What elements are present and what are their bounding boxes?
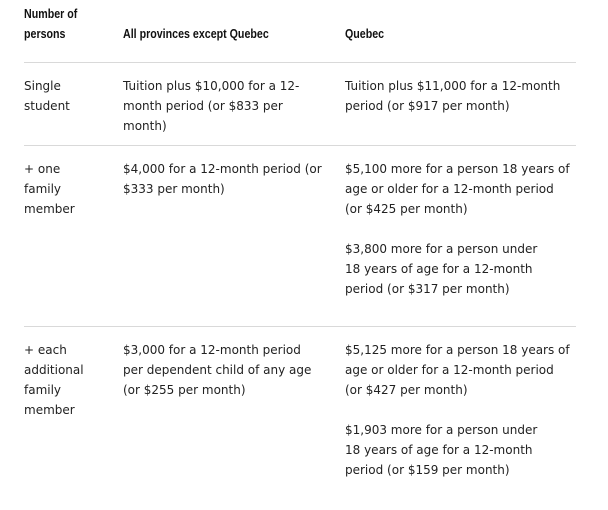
other-provinces-cell — [123, 76, 323, 136]
text-line: student — [24, 99, 70, 113]
table-header — [24, 0, 576, 63]
text-line: $1,903 more for a person under — [345, 423, 538, 437]
header-all-provinces: All provinces except Quebec — [123, 26, 269, 41]
quebec-paragraph — [345, 239, 576, 299]
text-line: month period (or $833 per — [123, 99, 283, 113]
text-line: age or older for a 12-month period — [345, 363, 554, 377]
text-line: additional — [24, 363, 84, 377]
table-row — [24, 63, 576, 146]
text-line: family — [24, 383, 62, 397]
quebec-cell — [345, 340, 576, 480]
text-line: (or $425 per month) — [345, 202, 468, 216]
funds-table — [24, 0, 576, 509]
text-line: period (or $317 per month) — [345, 282, 510, 296]
text-line: 18 years of age for a 12-month — [345, 262, 533, 276]
quebec-paragraph — [345, 76, 576, 116]
text-line: month) — [123, 119, 167, 133]
text-line: per dependent child of any age — [123, 363, 312, 377]
quebec-paragraph — [345, 420, 576, 480]
text-line: (or $427 per month) — [345, 383, 468, 397]
text-line: age or older for a 12-month period — [345, 182, 554, 196]
text-line: period (or $917 per month) — [345, 99, 510, 113]
text-line: $333 per month) — [123, 182, 225, 196]
text-line: member — [24, 403, 75, 417]
quebec-paragraph — [345, 159, 576, 219]
text-line: $3,000 for a 12-month period — [123, 343, 301, 357]
text-line: $3,800 more for a person under — [345, 242, 538, 256]
header-line: persons — [24, 26, 66, 41]
text-line: (or $255 per month) — [123, 383, 246, 397]
quebec-cell — [345, 76, 576, 116]
text-line: + each — [24, 343, 67, 357]
text-line: $5,125 more for a person 18 years of — [345, 343, 570, 357]
text-line: Single — [24, 79, 61, 93]
text-line: $4,000 for a 12-month period (or — [123, 162, 322, 176]
text-line: Tuition plus $11,000 for a 12-month — [345, 79, 561, 93]
persons-cell — [24, 340, 104, 420]
other-provinces-cell — [123, 340, 323, 400]
text-line: 18 years of age for a 12-month — [345, 443, 533, 457]
table-row — [24, 146, 576, 327]
text-line: period (or $159 per month) — [345, 463, 510, 477]
header-quebec: Quebec — [345, 26, 385, 41]
text-line: + one — [24, 162, 61, 176]
table-row — [24, 327, 576, 509]
persons-cell — [24, 159, 104, 219]
text-line: member — [24, 202, 75, 216]
text-line: $5,100 more for a person 18 years of — [345, 162, 570, 176]
text-line: Tuition plus $10,000 for a 12- — [123, 79, 300, 93]
text-line: family — [24, 182, 62, 196]
quebec-paragraph — [345, 340, 576, 400]
header-line: Number of — [24, 6, 78, 21]
header-number-of-persons — [24, 4, 77, 44]
persons-cell — [24, 76, 104, 116]
other-provinces-cell — [123, 159, 323, 199]
quebec-cell — [345, 159, 576, 299]
